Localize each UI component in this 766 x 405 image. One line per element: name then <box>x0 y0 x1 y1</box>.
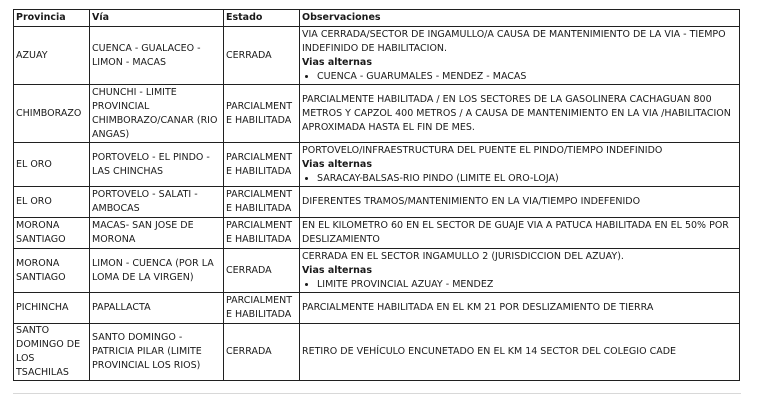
cell-estado: PARCIALMENTE HABILITADA <box>224 85 300 143</box>
cell-provincia: MORONA SANTIAGO <box>14 249 90 293</box>
alt-routes-list <box>302 278 738 292</box>
table-header-row <box>14 10 740 27</box>
alt-routes-title: Vias alternas <box>302 264 372 276</box>
cropped-heading-strip <box>0 0 766 8</box>
cell-via: CUENCA - GUALACEO - LIMON - MACAS <box>90 27 224 85</box>
header-estado: Estado <box>224 10 300 27</box>
header-via: Vía <box>90 10 224 27</box>
cell-via: PORTOVELO - SALATI - AMBOCAS <box>90 187 224 218</box>
table-row <box>14 324 740 381</box>
cell-estado: CERRADA <box>224 27 300 85</box>
alt-route-item: • SARACAY-BALSAS-RIO PINDO (LIMITE EL ORO-LOJA) <box>317 172 738 186</box>
cell-via: MACAS- SAN JOSE DE MORONA <box>90 218 224 249</box>
cell-via: PORTOVELO - EL PINDO - LAS CHINCHAS <box>90 143 224 187</box>
alt-routes-title: Vias alternas <box>302 158 372 170</box>
cell-estado: PARCIALMENTE HABILITADA <box>224 218 300 249</box>
alt-route-item: • CUENCA - GUARUMALES - MENDEZ - MACAS <box>317 70 738 84</box>
cell-via: CHUNCHI - LIMITE PROVINCIAL CHIMBORAZO/CANAR (RIO ANGAS) <box>90 85 224 143</box>
table-row <box>14 27 740 85</box>
cell-via: LIMON - CUENCA (POR LA LOMA DE LA VIRGEN) <box>90 249 224 293</box>
cell-estado: CERRADA <box>224 249 300 293</box>
obs-text: CERRADA EN EL SECTOR INGAMULLO 2 (JURISDICCION DEL AZUAY). <box>302 250 624 262</box>
cell-observaciones <box>300 143 740 187</box>
cell-provincia: EL ORO <box>14 187 90 218</box>
table-row <box>14 143 740 187</box>
cell-provincia: MORONA SANTIAGO <box>14 218 90 249</box>
cell-observaciones: PARCIALMENTE HABILITADA / EN LOS SECTORES DE LA GASOLINERA CACHAGUAN 800 METROS Y CAPZOL 400 METROS / A CAUSA DE MANTENIMIENTO EN LA VIA /HABILITACION APROXIMADA HASTA EL FIN DE MES. <box>300 85 740 143</box>
alt-routes-list <box>302 70 738 84</box>
cell-observaciones <box>300 249 740 293</box>
cell-provincia: SANTO DOMINGO DE LOS TSACHILAS <box>14 324 90 381</box>
cell-observaciones: RETIRO DE VEHÍCULO ENCUNETADO EN EL KM 14 SECTOR DEL COLEGIO CADE <box>300 324 740 381</box>
table-row <box>14 85 740 143</box>
cell-via: SANTO DOMINGO - PATRICIA PILAR (LIMITE PROVINCIAL LOS RIOS) <box>90 324 224 381</box>
cell-observaciones: DIFERENTES TRAMOS/MANTENIMIENTO EN LA VIA/TIEMPO INDEFENIDO <box>300 187 740 218</box>
table-row <box>14 218 740 249</box>
divider <box>13 393 741 394</box>
header-observaciones: Observaciones <box>300 10 740 27</box>
table-row <box>14 187 740 218</box>
header-provincia: Provincia <box>14 10 90 27</box>
obs-text: VIA CERRADA/SECTOR DE INGAMULLO/A CAUSA DE MANTENIMIENTO DE LA VIA - TIEMPO INDEFINIDO DE HABILITACION. <box>302 28 726 54</box>
cell-estado: PARCIALMENTE HABILITADA <box>224 187 300 218</box>
cell-estado: PARCIALMENTE HABILITADA <box>224 143 300 187</box>
cell-observaciones: EN EL KILOMETRO 60 EN EL SECTOR DE GUAJE VIA A PATUCA HABILITADA EN EL 50% POR DESLIZAMIENTO <box>300 218 740 249</box>
cell-provincia: PICHINCHA <box>14 293 90 324</box>
alt-routes-list <box>302 172 738 186</box>
table-row <box>14 293 740 324</box>
table-row <box>14 249 740 293</box>
cell-estado: CERRADA <box>224 324 300 381</box>
cell-observaciones: PARCIALMENTE HABILITADA EN EL KM 21 POR DESLIZAMIENTO DE TIERRA <box>300 293 740 324</box>
obs-text: PORTOVELO/INFRAESTRUCTURA DEL PUENTE EL PINDO/TIEMPO INDEFINIDO <box>302 144 663 156</box>
cell-provincia: EL ORO <box>14 143 90 187</box>
road-status-table <box>13 9 740 381</box>
cell-via: PAPALLACTA <box>90 293 224 324</box>
cell-observaciones <box>300 27 740 85</box>
cell-provincia: CHIMBORAZO <box>14 85 90 143</box>
alt-routes-title: Vias alternas <box>302 56 372 68</box>
cell-estado: PARCIALMENTE HABILITADA <box>224 293 300 324</box>
cell-provincia: AZUAY <box>14 27 90 85</box>
alt-route-item: • LIMITE PROVINCIAL AZUAY - MENDEZ <box>317 278 738 292</box>
